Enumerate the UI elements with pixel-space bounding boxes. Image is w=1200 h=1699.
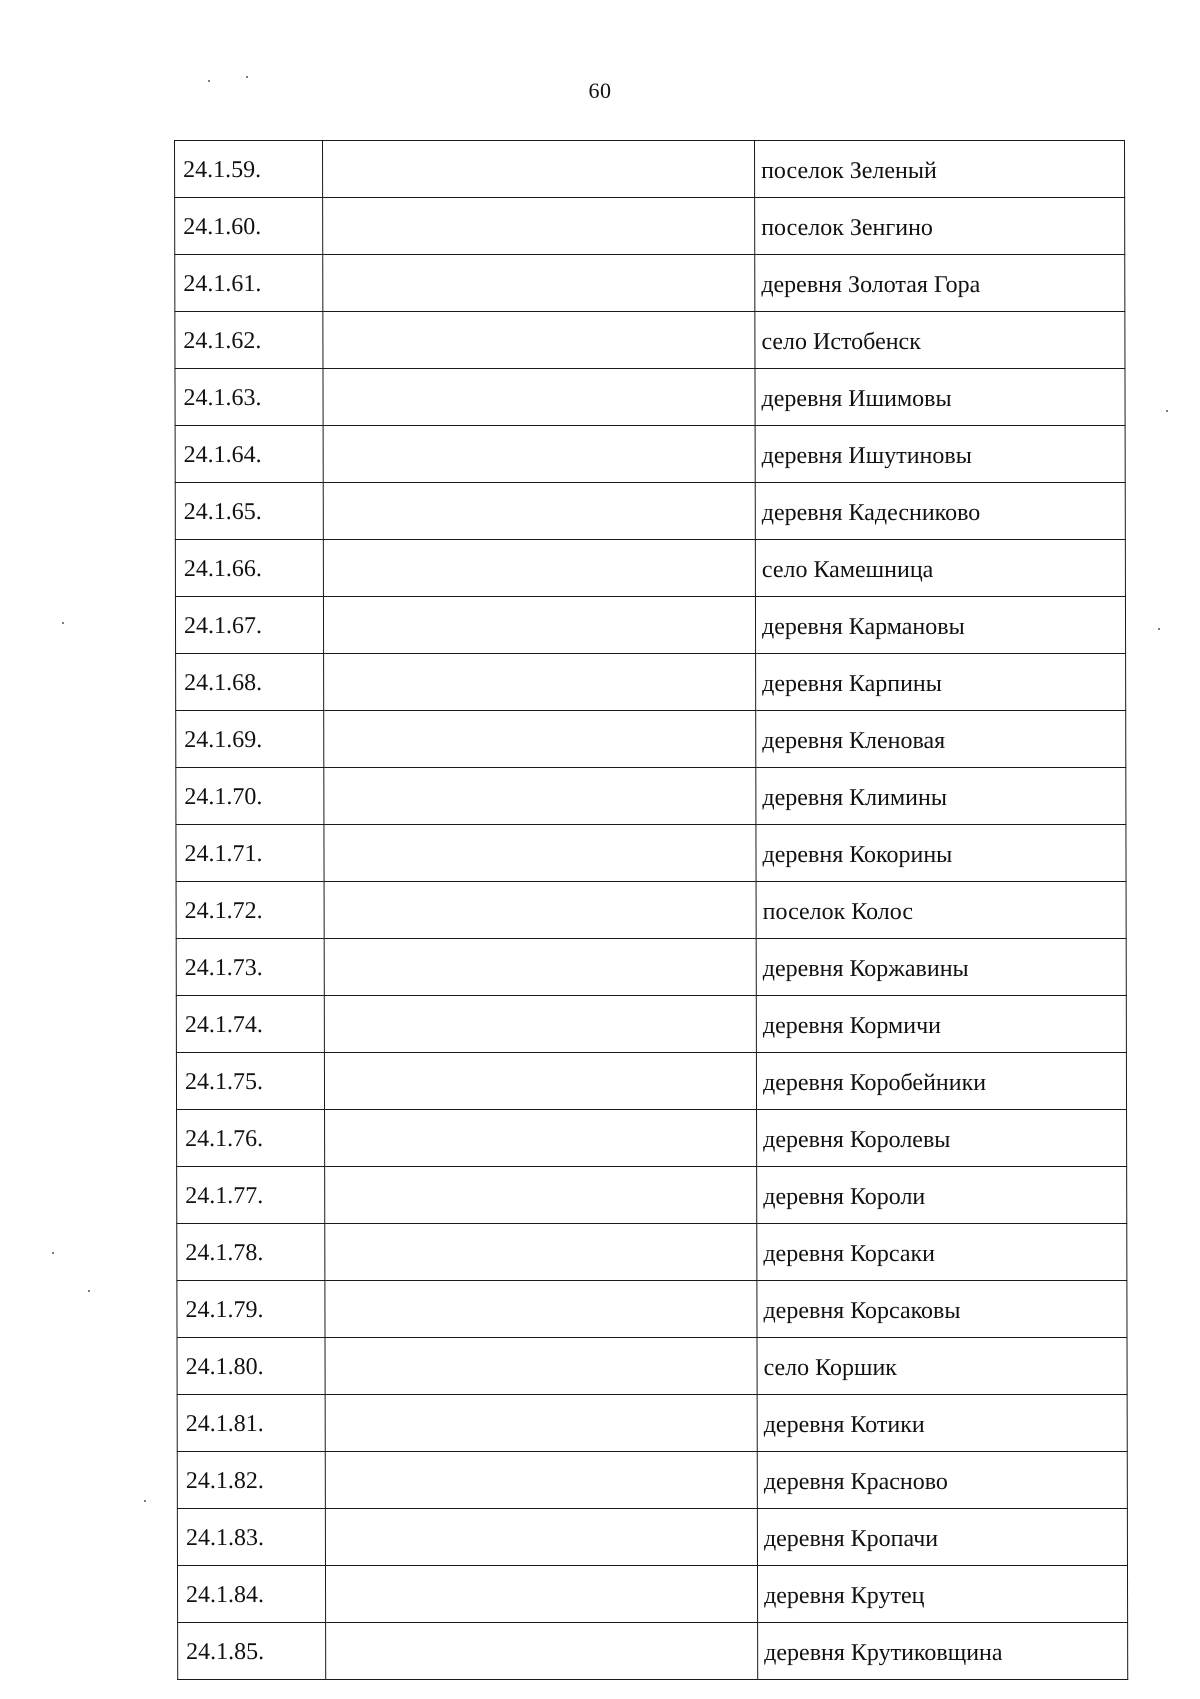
settlement-name: поселок Колос bbox=[756, 882, 1126, 939]
table-row bbox=[175, 369, 1125, 426]
row-number: 24.1.70. bbox=[176, 768, 324, 825]
empty-cell bbox=[323, 597, 755, 654]
table-row bbox=[175, 540, 1125, 597]
empty-cell bbox=[324, 711, 756, 768]
settlement-name: поселок Зенгино bbox=[755, 198, 1125, 255]
table-row bbox=[177, 1224, 1127, 1281]
scan-speck bbox=[52, 1252, 54, 1254]
table-row bbox=[177, 1281, 1127, 1338]
row-number: 24.1.83. bbox=[177, 1509, 325, 1566]
empty-cell bbox=[325, 1395, 757, 1452]
settlement-name: село Истобенск bbox=[755, 312, 1125, 369]
empty-cell bbox=[323, 483, 755, 540]
scan-speck bbox=[88, 1290, 90, 1292]
settlement-name: село Коршик bbox=[757, 1338, 1127, 1395]
empty-cell bbox=[325, 1452, 757, 1509]
row-number: 24.1.81. bbox=[177, 1395, 325, 1452]
settlement-name: поселок Зеленый bbox=[755, 141, 1125, 198]
table-row bbox=[175, 198, 1125, 255]
row-number: 24.1.64. bbox=[175, 426, 323, 483]
empty-cell bbox=[323, 540, 755, 597]
settlement-name: деревня Королевы bbox=[757, 1110, 1127, 1167]
table-row bbox=[177, 1110, 1127, 1167]
scan-speck bbox=[62, 622, 64, 624]
row-number: 24.1.74. bbox=[176, 996, 324, 1053]
settlement-name: деревня Крутец bbox=[757, 1566, 1127, 1623]
empty-cell bbox=[325, 1509, 757, 1566]
row-number: 24.1.61. bbox=[175, 255, 323, 312]
settlement-name: деревня Коробейники bbox=[756, 1053, 1126, 1110]
settlement-name: село Камешница bbox=[755, 540, 1125, 597]
scan-speck bbox=[1158, 628, 1160, 630]
scan-speck bbox=[246, 76, 248, 78]
row-number: 24.1.65. bbox=[175, 483, 323, 540]
empty-cell bbox=[324, 825, 756, 882]
empty-cell bbox=[323, 369, 755, 426]
table-row bbox=[176, 882, 1126, 939]
settlements-table bbox=[174, 140, 1128, 1680]
row-number: 24.1.82. bbox=[177, 1452, 325, 1509]
table-row bbox=[175, 597, 1125, 654]
empty-cell bbox=[324, 1053, 756, 1110]
table-row bbox=[177, 1338, 1127, 1395]
settlement-name: деревня Ишутиновы bbox=[755, 426, 1125, 483]
settlement-name: деревня Кокорины bbox=[756, 825, 1126, 882]
row-number: 24.1.68. bbox=[176, 654, 324, 711]
table-row bbox=[177, 1452, 1127, 1509]
row-number: 24.1.85. bbox=[178, 1623, 326, 1680]
row-number: 24.1.66. bbox=[175, 540, 323, 597]
table-row bbox=[176, 768, 1126, 825]
row-number: 24.1.71. bbox=[176, 825, 324, 882]
row-number: 24.1.73. bbox=[176, 939, 324, 996]
empty-cell bbox=[325, 1338, 757, 1395]
settlement-name: деревня Коржавины bbox=[756, 939, 1126, 996]
empty-cell bbox=[324, 654, 756, 711]
row-number: 24.1.80. bbox=[177, 1338, 325, 1395]
empty-cell bbox=[326, 1623, 758, 1680]
row-number: 24.1.78. bbox=[177, 1224, 325, 1281]
settlement-name: деревня Красново bbox=[757, 1452, 1127, 1509]
empty-cell bbox=[325, 1281, 757, 1338]
scan-speck bbox=[1166, 410, 1168, 412]
empty-cell bbox=[324, 882, 756, 939]
settlement-name: деревня Климины bbox=[756, 768, 1126, 825]
table-row bbox=[175, 312, 1125, 369]
table-row bbox=[176, 654, 1126, 711]
settlement-name: деревня Корсаки bbox=[757, 1224, 1127, 1281]
row-number: 24.1.79. bbox=[177, 1281, 325, 1338]
empty-cell bbox=[323, 141, 755, 198]
scan-speck bbox=[144, 1500, 146, 1502]
table-row bbox=[175, 255, 1125, 312]
empty-cell bbox=[323, 426, 755, 483]
empty-cell bbox=[325, 1566, 757, 1623]
row-number: 24.1.59. bbox=[175, 141, 323, 198]
table-row bbox=[178, 1623, 1128, 1680]
settlement-name: деревня Корсаковы bbox=[757, 1281, 1127, 1338]
empty-cell bbox=[324, 768, 756, 825]
row-number: 24.1.67. bbox=[175, 597, 323, 654]
row-number: 24.1.69. bbox=[176, 711, 324, 768]
settlement-name: деревня Кленовая bbox=[756, 711, 1126, 768]
row-number: 24.1.77. bbox=[177, 1167, 325, 1224]
table-row bbox=[177, 1509, 1127, 1566]
settlement-name: деревня Кадесниково bbox=[755, 483, 1125, 540]
settlement-name: деревня Короли bbox=[757, 1167, 1127, 1224]
settlement-name: деревня Ишимовы bbox=[755, 369, 1125, 426]
settlement-name: деревня Крутиковщина bbox=[758, 1623, 1128, 1680]
table-row bbox=[176, 996, 1126, 1053]
page-number: 60 bbox=[588, 78, 612, 103]
table-row bbox=[177, 1167, 1127, 1224]
table-row bbox=[175, 141, 1125, 198]
table-row bbox=[176, 825, 1126, 882]
row-number: 24.1.60. bbox=[175, 198, 323, 255]
table-row bbox=[175, 426, 1125, 483]
row-number: 24.1.62. bbox=[175, 312, 323, 369]
table-body bbox=[175, 141, 1128, 1680]
empty-cell bbox=[323, 198, 755, 255]
empty-cell bbox=[325, 1110, 757, 1167]
settlement-name: деревня Кармановы bbox=[755, 597, 1125, 654]
settlement-name: деревня Карпины bbox=[756, 654, 1126, 711]
table-row bbox=[176, 1053, 1126, 1110]
settlement-name: деревня Кормичи bbox=[756, 996, 1126, 1053]
empty-cell bbox=[324, 939, 756, 996]
empty-cell bbox=[325, 1224, 757, 1281]
empty-cell bbox=[323, 255, 755, 312]
table-row bbox=[177, 1566, 1127, 1623]
empty-cell bbox=[324, 996, 756, 1053]
table-row bbox=[176, 711, 1126, 768]
table-row bbox=[176, 939, 1126, 996]
empty-cell bbox=[323, 312, 755, 369]
row-number: 24.1.76. bbox=[177, 1110, 325, 1167]
table-row bbox=[177, 1395, 1127, 1452]
settlement-name: деревня Золотая Гора bbox=[755, 255, 1125, 312]
settlement-name: деревня Кропачи bbox=[757, 1509, 1127, 1566]
empty-cell bbox=[325, 1167, 757, 1224]
row-number: 24.1.72. bbox=[176, 882, 324, 939]
row-number: 24.1.75. bbox=[176, 1053, 324, 1110]
scan-speck bbox=[208, 80, 210, 82]
row-number: 24.1.63. bbox=[175, 369, 323, 426]
settlement-name: деревня Котики bbox=[757, 1395, 1127, 1452]
table-row bbox=[175, 483, 1125, 540]
row-number: 24.1.84. bbox=[177, 1566, 325, 1623]
